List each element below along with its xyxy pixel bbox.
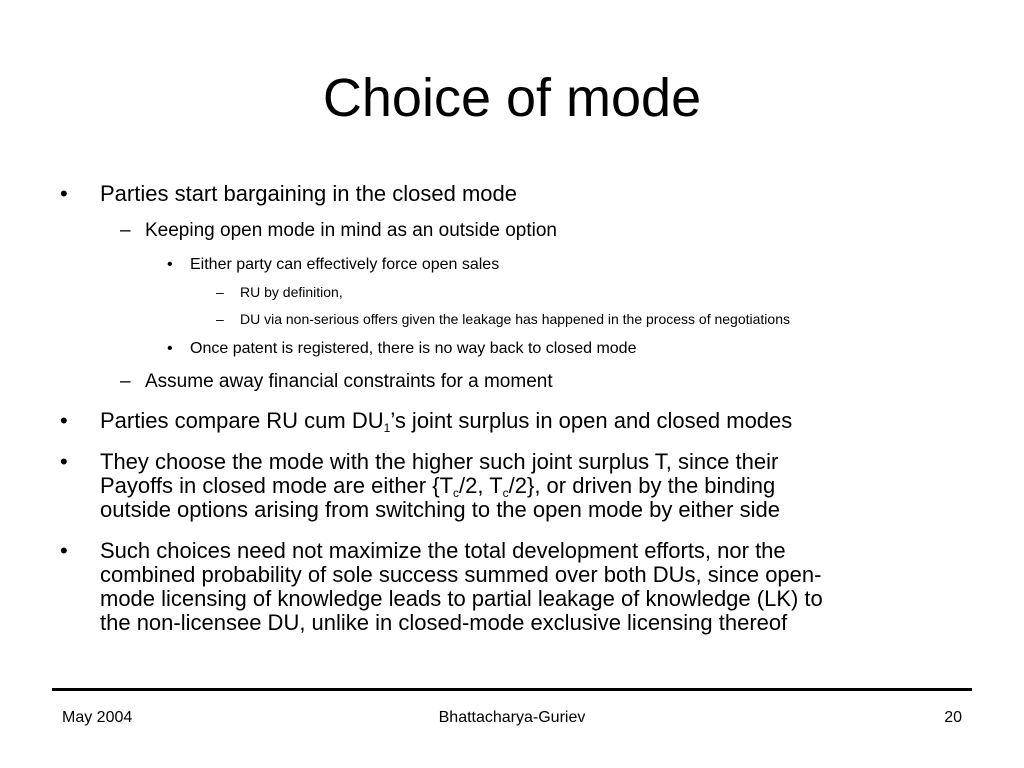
bullet-line: combined probability of sole success summed over both DUs, since open- (100, 562, 822, 587)
text-fragment: Parties compare RU cum DU (100, 408, 384, 433)
text-fragment: Payoffs in closed mode are either {T (100, 473, 454, 498)
sub-sub-bullet-either-party: Either party can effectively force open sales (190, 256, 500, 273)
bullet-such-choices (100, 539, 823, 635)
text-fragment: /2, T (459, 473, 503, 498)
bullet-marker: • (60, 181, 68, 206)
level4-ru-by-definition: RU by definition, (240, 284, 343, 300)
bullet-line: outside options arising from switching to the open mode by either side (100, 497, 780, 522)
bullet-line: mode licensing of knowledge leads to partial leakage of knowledge (LK) to (100, 586, 823, 611)
dash-marker: – (120, 220, 131, 241)
level4-du-non-serious-offers: DU via non-serious offers given the leakage has happened in the process of negotiations (240, 311, 790, 327)
bullet-line: They choose the mode with the higher such joint surplus T, since their (100, 449, 779, 474)
sub-bullet-assume-away: Assume away financial constraints for a moment (145, 371, 553, 392)
dash-marker: – (216, 311, 224, 327)
bullet-marker: • (60, 408, 68, 433)
text-fragment: ’s joint surplus in open and closed modes (390, 408, 793, 433)
dash-marker: – (216, 284, 224, 300)
bullet-line (100, 474, 780, 498)
bullet-marker: • (60, 449, 68, 474)
text-fragment: /2}, or driven by the binding (508, 473, 776, 498)
bullet-parties-compare (100, 409, 792, 433)
bullet-parties-start: Parties start bargaining in the closed mode (100, 181, 518, 206)
footer-page-number: 20 (944, 709, 962, 726)
bullet-they-choose (100, 450, 780, 522)
footer-divider (52, 688, 972, 691)
footer-date: May 2004 (62, 709, 133, 726)
bullet-marker: • (167, 256, 173, 273)
subscript: 1 (383, 421, 391, 435)
footer-authors: Bhattacharya-Guriev (438, 709, 586, 726)
bullet-marker: • (167, 340, 173, 357)
bullet-line: the non-licensee DU, unlike in closed-mode exclusive licensing thereof (100, 610, 788, 635)
sub-bullet-keeping-open-mode: Keeping open mode in mind as an outside option (145, 220, 557, 241)
subscript: c (453, 486, 460, 500)
bullet-line: Such choices need not maximize the total development efforts, nor the (100, 538, 786, 563)
slide-title: Choice of mode (322, 68, 702, 128)
dash-marker: – (120, 371, 131, 392)
bullet-marker: • (60, 538, 68, 563)
subscript: c (502, 486, 509, 500)
sub-sub-bullet-once-patent: Once patent is registered, there is no way back to closed mode (190, 340, 637, 357)
